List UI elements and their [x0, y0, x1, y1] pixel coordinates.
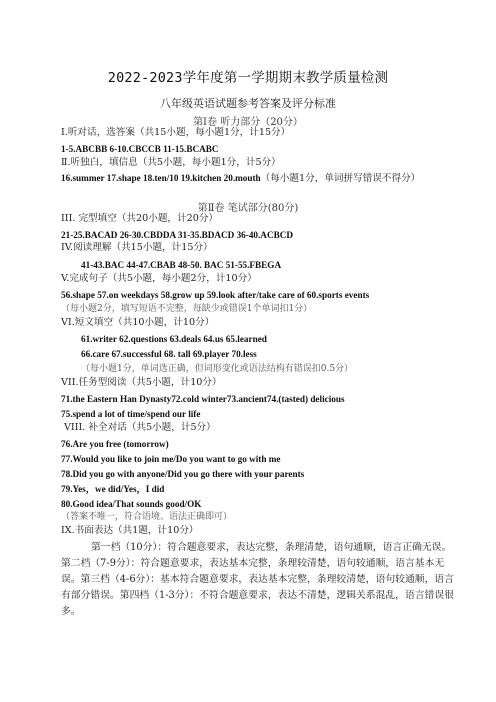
section5-note: （每小题2分，填写短语不完整，每缺少或错误1个单词扣1分）: [61, 304, 313, 314]
section9-title: IX.书面表达（共1题，计10分）: [61, 525, 199, 536]
document-subtitle: 八年级英语试题参考答案及评分标准: [160, 97, 336, 110]
section3-title: III. 完型填空（共20小题，计20分）: [61, 213, 219, 224]
section7-answers-line2: 75.spend a lot of time/spend our life: [61, 409, 201, 419]
section8-answer-76: 76.Are you free (tomorrow): [61, 439, 169, 449]
section6-note: （每小题1分，单词选正确，但词形变化或语法结构有错误扣0.5分）: [81, 364, 354, 374]
section6-title: VI.短文填空（共10小题，计10分）: [61, 317, 215, 328]
section5-title: V.完成句子（共5小题，每小题2分，计10分）: [61, 273, 257, 284]
section9-scoring-paragraph: 第一档（10分）：符合题意要求，表达完整，条理清楚，语句通顺，语言正确无误。第二档（7-9分）：符合题意要求，表达基本完整，条理较清楚，语句较通顺，语言基本无误。第三档（4-6分）：基本符合题意要求，表达基本完整，条理较清楚，语句较通顺，语言有部分错误。第四档（1-3分）：不符合题意要求，表达不清楚，逻辑关系混乱，语言错误很多。: [61, 542, 454, 617]
section8-title: VIII. 补全对话（共5小题，计5分）: [64, 422, 216, 433]
section1-title: Ⅰ.听对话，选答案（共15小题，每小题1分，计15分）: [61, 127, 291, 138]
section8-answer-78: 78.Did you go with anyone/Did you go there with your parents: [61, 469, 305, 479]
section4-title: IV.阅读理解（共15小题，计15分）: [61, 242, 213, 253]
section2-answers: 16.summer 17.shape 18.ten/10 19.kitchen 20.mouth: [61, 173, 261, 183]
section7-answers-line1: 71.the Eastern Han Dynasty72.cold winter73.ancient74.(tasted) delicious: [61, 394, 345, 404]
part1-heading: 第Ⅰ卷 听力部分（20分）: [193, 117, 303, 128]
section2-title: Ⅱ.听独白，填信息（共5小题，每小题1分，计5分）: [61, 157, 281, 168]
section8-answer-79: 79.Yes，we did/Yes，I did: [61, 484, 165, 494]
document-title: 2022-2023学年度第一学期期末教学质量检测: [107, 70, 389, 86]
section5-answers: 56.shape 57.on weekdays 58.grow up 59.look after/take care of 60.sports events: [61, 290, 370, 300]
section6-answers-line2: 66.care 67.successful 68. tall 69.player 70.less: [81, 349, 257, 359]
part2-heading: 第Ⅱ卷 笔试部分(80分): [197, 203, 299, 214]
section2-note: （每小题1分，单词拼写错误不得分）: [260, 173, 421, 184]
section2-answers-block: [61, 171, 456, 186]
section7-title: VII.任务型阅读（共5小题，计10分）: [61, 377, 222, 388]
section8-answer-80: 80.Good idea/That sounds good/OK: [61, 499, 202, 509]
section1-answers: 1-5.ABCBB 6-10.CBCCB 11-15.BCABC: [61, 144, 219, 154]
section3-answers: 21-25.BACAD 26-30.CBDDA 31-35.BDACD 36-40.ACBCD: [61, 230, 293, 240]
section8-answer-77: 77.Would you like to join me/Do you want to go with me: [61, 454, 281, 464]
section4-answers: 41-43.BAC 44-47.CBAB 48-50. BAC 51-55.FBEGA: [81, 260, 282, 270]
section8-note: （答案不唯一，符合语境、语法正确即可）: [61, 512, 233, 522]
section6-answers-line1: 61.writer 62.questions 63.deals 64.us 65.learned: [81, 334, 267, 344]
